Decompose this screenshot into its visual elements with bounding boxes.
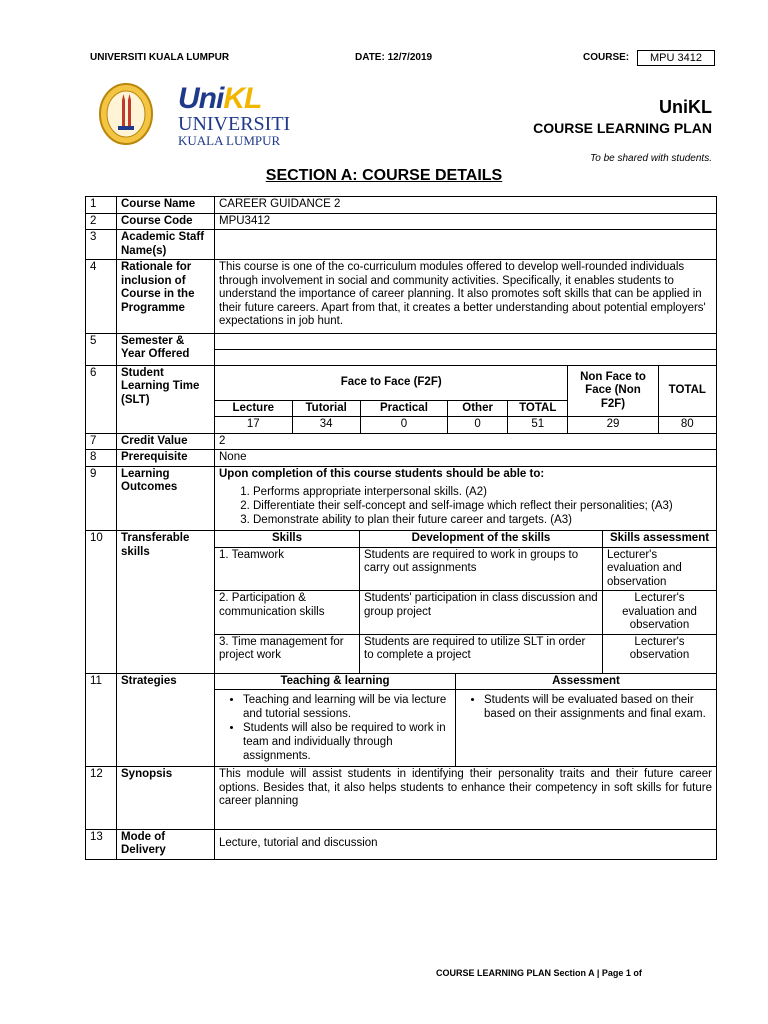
credit-value: 2 bbox=[215, 433, 717, 450]
course-name-value: CAREER GUIDANCE 2 bbox=[215, 197, 717, 214]
table-row bbox=[86, 333, 717, 365]
strategy-assessment-header: Assessment bbox=[456, 674, 717, 690]
year-value bbox=[215, 349, 716, 365]
assessment-header: Skills assessment bbox=[603, 531, 717, 547]
row-label: Course Name bbox=[117, 197, 215, 214]
course-label: COURSE: bbox=[583, 52, 630, 63]
skill-development: Students are required to utilize SLT in order to complete a project bbox=[360, 634, 603, 673]
row-number: 12 bbox=[86, 767, 117, 830]
university-name: UNIVERSITI KUALA LUMPUR bbox=[90, 52, 230, 63]
other-value: 0 bbox=[448, 417, 508, 433]
academic-staff-value bbox=[215, 230, 717, 260]
tutorial-header: Tutorial bbox=[292, 400, 360, 417]
brand-line1: UNIVERSITI bbox=[178, 113, 291, 135]
skills-header: Skills bbox=[215, 531, 360, 547]
skill-assessment: Lecturer's evaluation and observation bbox=[603, 547, 717, 591]
table-row bbox=[86, 213, 717, 230]
skill-assessment: Lecturer's evaluation and observation bbox=[603, 591, 717, 635]
skill-name: 1. Teamwork bbox=[215, 547, 360, 591]
list-item: • Students will be evaluated based on their based on their assignments and final exam. bbox=[484, 693, 712, 721]
practical-header: Practical bbox=[360, 400, 447, 417]
slt-table bbox=[215, 366, 716, 433]
shared-note: To be shared with students. bbox=[590, 153, 712, 164]
row-number: 6 bbox=[86, 365, 117, 433]
table-row bbox=[86, 673, 717, 767]
table-row bbox=[86, 230, 717, 260]
list-item: • Teaching and learning will be via lecture and tutorial sessions. bbox=[243, 693, 451, 721]
brand-kl-text: KL bbox=[223, 82, 262, 115]
skill-name: 3. Time management for project work bbox=[215, 634, 360, 673]
row-number: 3 bbox=[86, 230, 117, 260]
skill-development: Students' participation in class discussion and group project bbox=[360, 591, 603, 635]
row-label: Credit Value bbox=[117, 433, 215, 450]
row-label: Transferable skills bbox=[117, 531, 215, 674]
f2f-header: Face to Face (F2F) bbox=[215, 366, 568, 401]
list-item: 1. Performs appropriate interpersonal skills. (A2) bbox=[253, 485, 712, 499]
row-label: Strategies bbox=[117, 673, 215, 767]
total-value: 80 bbox=[680, 418, 694, 430]
nf2f-header: Non Face to Face (Non F2F) bbox=[568, 366, 658, 417]
row-label: Mode of Delivery bbox=[117, 829, 215, 859]
university-seal-logo bbox=[98, 82, 154, 151]
prerequisite-value: None bbox=[215, 450, 717, 467]
unikl-brand-logo bbox=[178, 84, 290, 148]
skill-development: Students are required to work in groups to carry out assignments bbox=[360, 547, 603, 591]
row-label: Learning Outcomes bbox=[117, 466, 215, 531]
row-number: 4 bbox=[86, 260, 117, 334]
teaching-list bbox=[219, 693, 451, 763]
assessment-list bbox=[460, 693, 712, 721]
other-header: Other bbox=[448, 400, 508, 417]
table-row bbox=[86, 450, 717, 467]
rationale-value: This course is one of the co-curriculum modules offered to develop well-rounded individuals through involvement in social and community activities. Specifically, it enables students to understand the importance of career planning. It also promotes soft skills that can be applied in their future careers. Apart from that, it creates a better understanding about potential employers' expectations in job hunt. bbox=[215, 260, 717, 334]
total-header: TOTAL bbox=[658, 366, 716, 417]
f2f-total-value: 51 bbox=[508, 417, 568, 433]
row-number: 8 bbox=[86, 450, 117, 467]
practical-value: 0 bbox=[360, 417, 447, 433]
table-row bbox=[86, 260, 717, 334]
row-label: Prerequisite bbox=[117, 450, 215, 467]
table-row bbox=[86, 365, 717, 433]
table-row bbox=[86, 531, 717, 674]
list-item: 3. Demonstrate ability to plan their future career and targets. (A3) bbox=[253, 513, 712, 527]
lecture-header: Lecture bbox=[215, 400, 292, 417]
synopsis-value: This module will assist students in identifying their personality traits and their future career options. Besides that, it also helps students to enhance their competency in soft skills for future career planning bbox=[215, 767, 717, 830]
table-row bbox=[86, 433, 717, 450]
table-row bbox=[86, 767, 717, 830]
row-number: 7 bbox=[86, 433, 117, 450]
semester-value bbox=[215, 334, 716, 350]
row-number: 1 bbox=[86, 197, 117, 214]
row-label: Student Learning Time (SLT) bbox=[117, 365, 215, 433]
row-label: Course Code bbox=[117, 213, 215, 230]
row-label: Semester & Year Offered bbox=[117, 333, 215, 365]
strategies-cell bbox=[215, 673, 717, 767]
row-number: 11 bbox=[86, 673, 117, 767]
assessment-cell bbox=[456, 690, 717, 767]
teaching-cell bbox=[215, 690, 456, 767]
transferable-skills-cell bbox=[215, 531, 717, 674]
nf2f-value: 29 bbox=[568, 417, 658, 433]
row-number: 10 bbox=[86, 531, 117, 674]
development-header: Development of the skills bbox=[360, 531, 603, 547]
table-row bbox=[86, 466, 717, 531]
row-number: 2 bbox=[86, 213, 117, 230]
list-item: 2. Differentiate their self-concept and self-image which reflect their personalities; (A3) bbox=[253, 499, 712, 513]
skills-table bbox=[215, 531, 716, 673]
brand-line2: KUALA LUMPUR bbox=[178, 133, 281, 148]
mode-of-delivery-value: Lecture, tutorial and discussion bbox=[215, 829, 717, 859]
course-details-table bbox=[85, 196, 717, 860]
document-date: DATE: 12/7/2019 bbox=[355, 52, 433, 63]
row-number: 9 bbox=[86, 466, 117, 531]
page-footer: COURSE LEARNING PLAN Section A | Page 1 of bbox=[436, 968, 642, 978]
semester-year-cell bbox=[215, 333, 717, 365]
list-item: • Students will also be required to work in team and individually through assignments. bbox=[243, 721, 451, 763]
course-code-box: MPU 3412 bbox=[637, 50, 715, 66]
table-row bbox=[86, 829, 717, 859]
row-number: 5 bbox=[86, 333, 117, 365]
brand-uni-text: Uni bbox=[178, 82, 224, 115]
tutorial-value: 34 bbox=[292, 417, 360, 433]
f2f-total-header: TOTAL bbox=[508, 400, 568, 417]
row-label: Synopsis bbox=[117, 767, 215, 830]
skill-name: 2. Participation & communication skills bbox=[215, 591, 360, 635]
row-label: Academic Staff Name(s) bbox=[117, 230, 215, 260]
row-number: 13 bbox=[86, 829, 117, 859]
row-label: Rationale for inclusion of Course in the Programme bbox=[117, 260, 215, 334]
strategies-table bbox=[215, 674, 716, 767]
learning-outcomes-intro: Upon completion of this course students should be able to: bbox=[219, 467, 545, 480]
course-learning-plan-title: COURSE LEARNING PLAN bbox=[533, 120, 712, 136]
section-title: SECTION A: COURSE DETAILS bbox=[265, 167, 503, 184]
learning-outcomes-list bbox=[219, 485, 712, 527]
lecture-value: 17 bbox=[215, 417, 292, 433]
unikl-title: UniKL bbox=[659, 97, 712, 117]
learning-outcomes-cell bbox=[215, 466, 717, 531]
slt-cell bbox=[215, 365, 717, 433]
table-row bbox=[86, 197, 717, 214]
course-code-value: MPU3412 bbox=[215, 213, 717, 230]
skill-assessment: Lecturer's observation bbox=[629, 635, 690, 661]
teaching-header: Teaching & learning bbox=[215, 674, 456, 690]
